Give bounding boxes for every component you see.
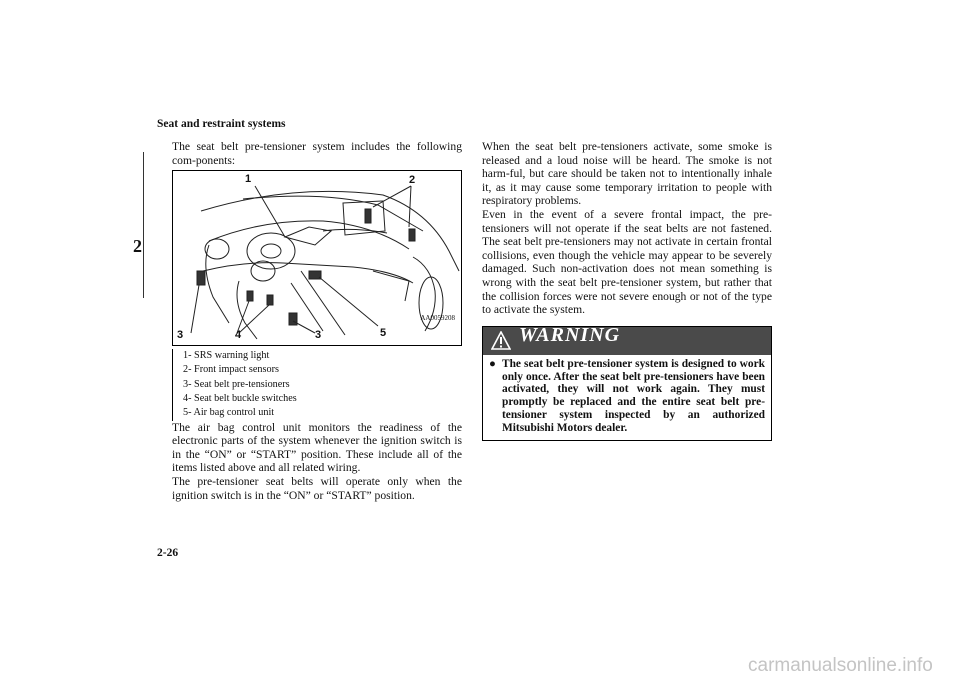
warning-text: The seat belt pre-tensioner system is designed to work only once. After the seat belt pre-tensioners have been activated, they will not work again. They must promptly be replaced and the entire seat belt pre-tensioner system inspected by an authorized Mitsubishi Motors dealer. xyxy=(502,357,765,434)
non-activation-paragraph: Even in the event of a severe frontal impact, the pre-tensioners will not operate if the seat belts are not fastened. The seat belt pre-tensioners may not activate in certain frontal collisions, even though the vehicle may appear to be severely damaged. Such non-activation does not mean something is wrong with the seat belt pre-tensioner system, but rather that the collision forces were not severe enough or not of the type to activate the system. xyxy=(482,207,772,317)
left-column xyxy=(172,140,462,502)
components-legend xyxy=(172,349,462,420)
intro-paragraph: The seat belt pre-tensioner system includes the following com-ponents: xyxy=(172,140,462,167)
ignition-paragraph: The pre-tensioner seat belts will operate only when the ignition switch is in the “ON” or “START” position. xyxy=(172,475,462,502)
section-title: Seat and restraint systems xyxy=(157,118,286,130)
chapter-tab: 2 xyxy=(133,236,142,256)
callout-5: 5 xyxy=(380,327,387,340)
warning-header xyxy=(483,323,771,355)
chapter-rule xyxy=(143,152,144,298)
warning-body xyxy=(483,355,771,440)
legend-item: 3- Seat belt pre-tensioners xyxy=(183,378,290,390)
callout-3-right: 3 xyxy=(315,329,322,342)
control-unit-paragraph: The air bag control unit monitors the readiness of the electronic parts of the system whenever the ignition switch is in the “ON” or “START” position. These include all of the items listed above and all related wiring. xyxy=(172,420,462,475)
callout-3-left: 3 xyxy=(177,329,184,342)
warning-triangle-icon xyxy=(491,331,511,350)
vehicle-interior-illustration xyxy=(173,171,461,345)
callout-1: 1 xyxy=(245,173,252,186)
warning-box xyxy=(482,323,772,441)
activation-paragraph: When the seat belt pre-tensioners activate, some smoke is released and a loud noise will be heard. The smoke is not harm-ful, but care should be taken not to intentionally inhale it, as it may cause some temporary irritation to people with respiratory problems. xyxy=(482,140,772,208)
legend-item: 2- Front impact sensors xyxy=(183,364,279,376)
figure-code: AA0059208 xyxy=(420,313,455,322)
right-column xyxy=(482,140,772,441)
legend-item: 4- Seat belt buckle switches xyxy=(183,393,297,405)
page-number: 2-26 xyxy=(157,547,179,559)
legend-item: 5- Air bag control unit xyxy=(183,407,275,419)
callout-2: 2 xyxy=(409,174,416,187)
watermark: carmanualsonline.info xyxy=(748,655,933,676)
warning-bullet: ● xyxy=(489,357,496,370)
legend-item: 1- SRS warning light xyxy=(183,350,270,362)
warning-title: WARNING xyxy=(519,323,621,346)
components-figure xyxy=(172,170,462,346)
callout-4: 4 xyxy=(235,329,242,342)
